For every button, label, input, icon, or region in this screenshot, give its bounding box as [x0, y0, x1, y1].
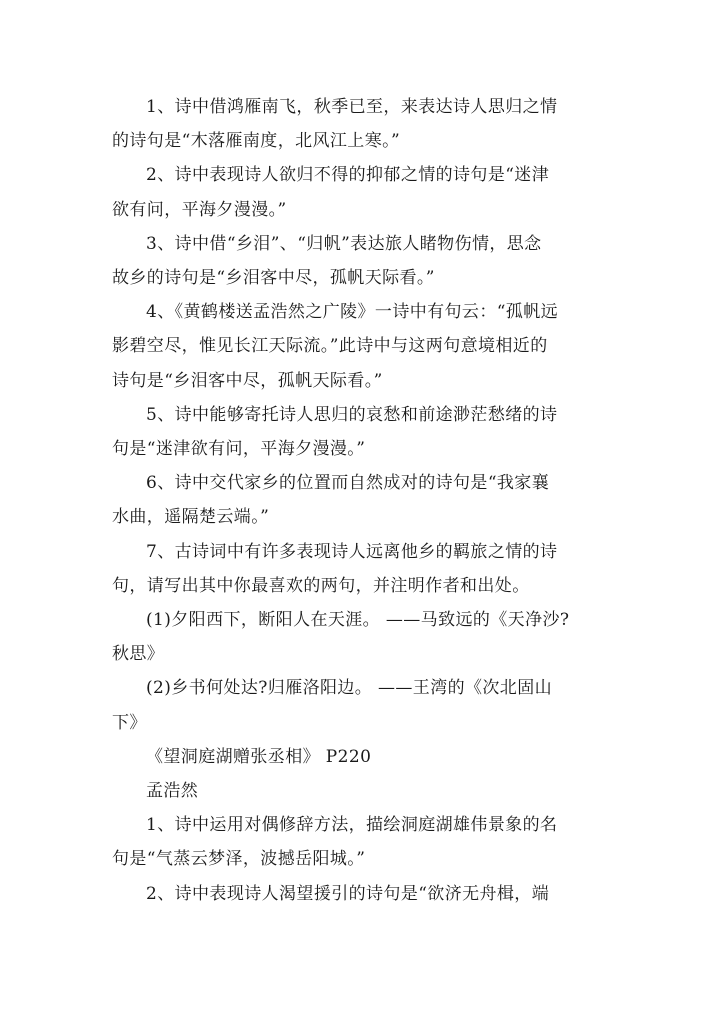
text-line: 1、诗中借鸿雁南飞，秋季已至，来表达诗人思归之情	[146, 97, 558, 117]
text-line: 句，请写出其中你最喜欢的两句，并注明作者和出处。	[112, 575, 530, 596]
text-line: 影碧空尽，惟见长江天际流。”此诗中与这两句意境相近的	[112, 336, 548, 357]
paragraph	[112, 466, 612, 534]
text-line: 故乡的诗句是“乡泪客中尽，孤帆天际看。”	[112, 268, 435, 289]
paragraph	[112, 227, 612, 295]
paragraph	[112, 877, 612, 911]
paragraph	[112, 90, 612, 158]
paragraph	[112, 398, 612, 466]
text-line: 的诗句是“木落雁南度，北风江上寒。”	[112, 131, 401, 152]
text-line: 6、诗中交代家乡的位置而自然成对的诗句是“我家襄	[146, 473, 550, 494]
text-line: 句是“迷津欲有问，平海夕漫漫。”	[112, 439, 366, 460]
paragraph	[112, 603, 612, 671]
text-line: 诗句是“乡泪客中尽，孤帆天际看。”	[112, 370, 383, 391]
paragraph	[112, 535, 612, 603]
text-line: 水曲，遥隔楚云端。”	[112, 507, 270, 528]
document-body	[112, 90, 612, 911]
text-line: 5、诗中能够寄托诗人思归的哀愁和前途渺茫愁绪的诗	[146, 404, 558, 425]
text-line: (1)夕阳西下，断阳人在天涯。 ——马致远的《天净沙?	[146, 610, 570, 631]
text-line: 2、诗中表现诗人欲归不得的抑郁之情的诗句是“迷津	[146, 165, 550, 186]
text-line: 4、《黄鹤楼送孟浩然之广陵》一诗中有句云：“孤帆远	[146, 302, 559, 323]
text-line: 句是“气蒸云梦泽，波撼岳阳城。”	[112, 849, 366, 870]
text-line: 7、古诗词中有许多表现诗人远离他乡的羁旅之情的诗	[146, 541, 558, 562]
text-line: 2、诗中表现诗人渴望援引的诗句是“欲济无舟楫，端	[146, 883, 550, 904]
paragraph	[112, 671, 612, 739]
text-line: 欲有问，平海夕漫漫。”	[112, 199, 287, 220]
paragraph	[112, 158, 612, 226]
text-line: (2)乡书何处达?归雁洛阳边。 ——王湾的《次北固山	[146, 678, 552, 699]
text-line: 3、诗中借“乡泪”、“归帆”表达旅人睹物伤情，思念	[146, 233, 542, 254]
paragraph	[112, 774, 612, 808]
text-line: 下》	[112, 712, 147, 733]
paragraph	[112, 808, 612, 876]
paragraph	[112, 740, 612, 774]
text-line: 1、诗中运用对偶修辞方法，描绘洞庭湖雄伟景象的名	[146, 815, 558, 836]
paragraph	[112, 295, 612, 398]
text-line: 秋思》	[112, 644, 165, 665]
text-line: 《望洞庭湖赠张丞相》 P220	[146, 746, 372, 767]
text-line: 孟浩然	[146, 781, 199, 802]
